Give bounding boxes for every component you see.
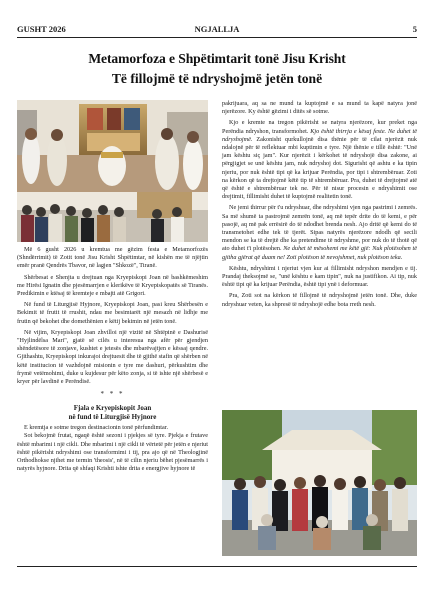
right-paragraph-5: Pra, Zoti sot na kërkon të fillojmë të ndryshojmë jetën tonë. Dhe, duke ndryshuar veten, ka shpresë të ndryshojë edhe bota rreth nesh. [222, 292, 417, 308]
liturgy-photo [17, 100, 208, 192]
header-rule [17, 37, 417, 38]
emphasis-call: Kjo është thirrja e kësaj feste. Ne duhet të ndryshojmë. [222, 127, 417, 143]
page-header [17, 24, 417, 36]
article-subtitle: Të fillojmë të ndryshojmë jetën tonë [111, 71, 323, 86]
section-heading-line-1: Fjala e Kryepiskopit Joan [73, 404, 152, 413]
group-photo [222, 410, 417, 556]
left-column [17, 246, 208, 473]
left-paragraph-2: Shërbesat e Shenjta u drejtuan nga Kryepiskopi Joan në bashkëmeshim me Hirësi Ignatin dhe pjesëmarrjen e klerikëve të Kryepiskopatës së Tiranës. Predikimin e ktësaj të kremteje e mbajti atë Grigori. [17, 273, 208, 298]
right-paragraph-3 [222, 204, 417, 261]
right-paragraph-4: Kështu, ndryshimi i njeriut vjen kur ai fillimisht ndryshon mendjen e tij. Prandaj theksojmë se, "unë kështu e kam tipin", nuk na justifikon. Ai tip, nuk është tipi që ka krijuar Perëndia, është tipi ynë i deformuar. [222, 264, 417, 289]
section-heading [17, 404, 208, 422]
section-divider: * * * [100, 390, 125, 399]
left-paragraph-4: Në vijim, Kryepiskopi Joan zhvilloi një vizitë në Shtëpinë e Dashurisë "Hyjlindëlsa Mari", gjatë së cilës u interesua nga afër për gjendjen shëndetësore të zonjave, kushtet e jetesës dhe mbarëvajtjen e këssaj qendre. Gjithashtu, Kryepiskopi inkurajoi drejtuesit dhe të gjithë stafin që shërben në këtë institucion të vazhdojnë misionin e tyre me dashuri, përkushtim dhe frymë vetëmohimi, duke u kujdesur për këto zonja, si të ishte një shërbesë e kryer për lavdinë e Perëndisë. [17, 328, 208, 386]
page-number: 5 [412, 24, 417, 34]
right-paragraph-2-start: Kjo e kremte na tregon pikërisht se natyra njerëzore, kur preket nga Perëndia ndryshon, transformohet. [222, 119, 417, 135]
right-paragraph-2 [222, 119, 417, 201]
congregation-photo [17, 192, 208, 242]
right-column [222, 100, 417, 309]
emphasis-lesson: Ne duhet të mësohemi me këtë gjë: Nuk plotësohen të gjitha gjërat që duam ne! Zoti plotëson të nevojshmet, nuk plotëson teka. [222, 245, 417, 261]
section-heading-line-2: në fund të Liturgjisë Hyjnore [68, 413, 157, 422]
issue-date: GUSHT 2026 [17, 24, 66, 34]
left-paragraph-6: Sot bekojmë frutat, ngaqë është sezoni i pjekjes së tyre. Pjekja e frutave është mbarimi i një cikli. Dhe mbarimi i një cikli të vërtetë për jetën e njeriut është pikërisht ndryshimi ose transformimi i tij, pra ajo që në Theologjinë Orthodhokse njihet me termin 'theosis', në të cilin njeriu bëhet pjesëmarrës i natyrës hyjnore. Drita që shfaqi Krishti ishte drita e energjive hyjnore të [17, 432, 208, 473]
left-paragraph-1: Më 6 gusht 2026 u kremtua me gëzim festa e Metamorfozës (Shndërrimit) të Zotit tonë Jisu Krisht Shpëtimtar, në kishën me të njëjtin emër pranë Qendrës Tbavor, në lagjen "Shkozë", Tiranë. [17, 246, 208, 270]
right-paragraph-2-end: Zakonisht qurkullojnë disa thënie për të cilat njerëzit nuk ndalojnë për të reflektuar mbi kuptimin e tyre. Një thënie e tillë është: "Unë jam kështu siç jam". Kur njerëzit i kërkohet të ndryshojë disa zakone, ai përgjigjet se unë kështu jam, nuk ndryshoj dot. Sigurisht që ashtu e ka tipin njeriu, por nuk është tipi që ka krijuar Perëndia, por tipi i shtrembëruar. Zoti na kërkon që ta drejtojmë këtë tip të shtrembëruar. Pra, duhet të drejtojmë atë që është e shtrembëruar tek ne. Për të nisur procesin e ndryshimit ose drejtimit, fillimisht duhet të kuptojmë realitetin tonë. [222, 135, 417, 201]
left-paragraph-3: Në fund të Liturgjisë Hyjnore, Kryepiskopi Joan, pasi kreu Shërbesën e Bekimit të frutit të rrushit, ndau me besimtarët një mesazh në lidhje me frutin që bekohet dhe domethënien e këtij bekimin në jetën tonë. [17, 301, 208, 325]
right-paragraph-1: pakrijuara, aq sa ne mund ta kuptojmë e sa mund ta kapë natyra jonë njerëzore. Ky është gëzimi i ditës së sotme. [222, 100, 417, 116]
footer-rule [17, 566, 417, 567]
article-title: Metamorfoza e Shpëtimtarit tonë Jisu Krisht [88, 51, 346, 66]
right-paragraph-3-start: Ne jemi thirrur për t'u ndryshuar, dhe ndryshimi vjen nga pastrimi i zemrës. Sa më shumë ta pastrojmë zemrën tonë, aq më tepër drite do të kemi, e për pasojë, aq më pak errësirë do të ndodhet brenda nesh. Ajo dritë që kemi do të transmetohet edhe tek të tjerët. Sipas natyrës njerëzore ndodh që secili mendon se ka të drejtë dhe ka pretendime të ndryshme, por nuk do të thotë që ato duhet t'i plotësohen. [222, 204, 417, 253]
left-paragraph-5: E kremtja e sotme tregon destinacionin tonë përfundimtar. [24, 424, 168, 432]
publication-name: NGJALLJA [194, 24, 240, 34]
